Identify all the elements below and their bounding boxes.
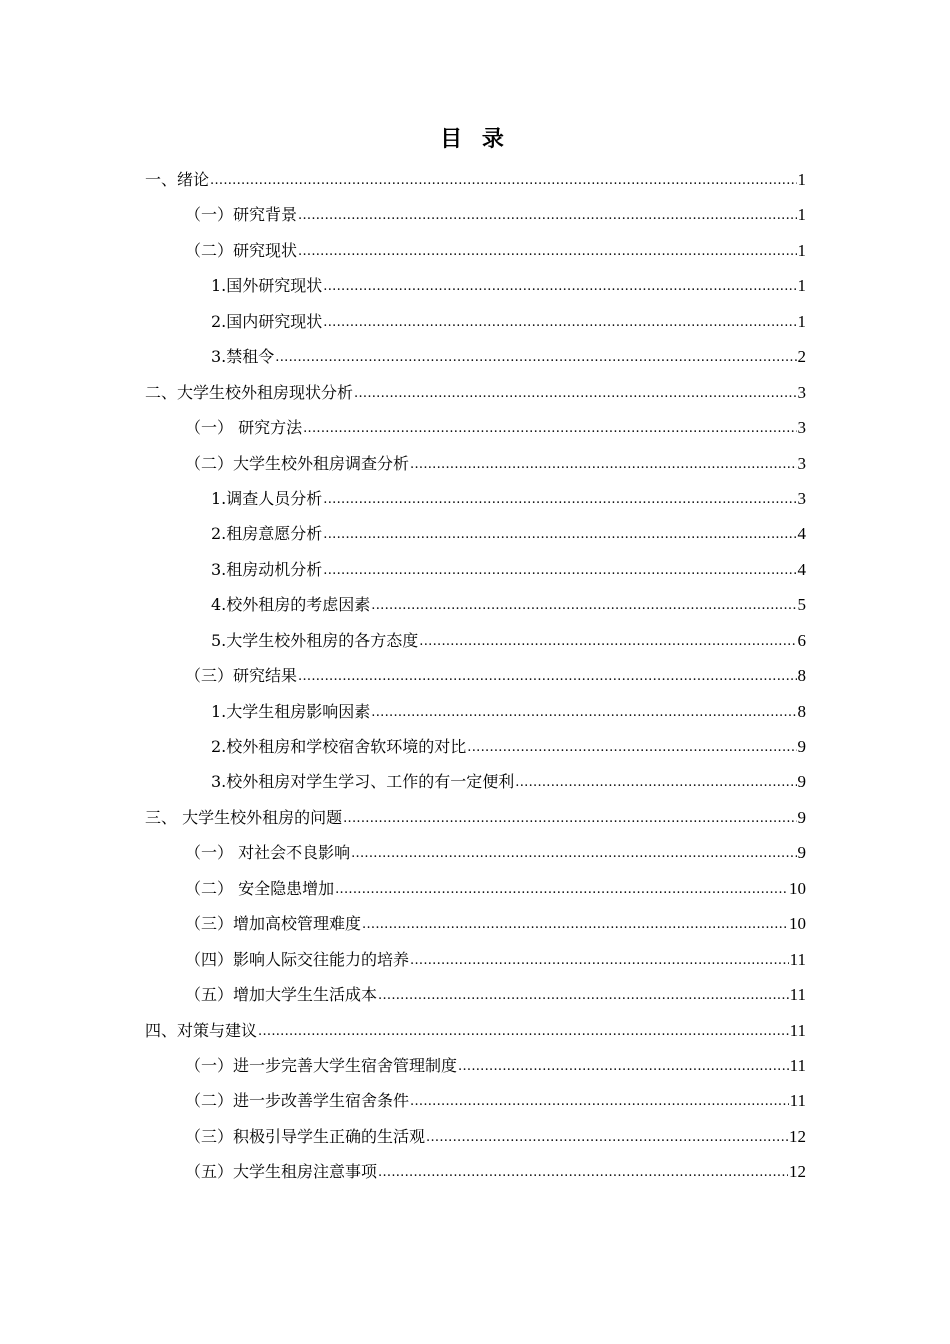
toc-entry-label: 2.租房意愿分析	[211, 524, 323, 544]
toc-entry[interactable]	[145, 233, 806, 268]
dot-leader	[298, 232, 796, 269]
dot-leader	[426, 1118, 788, 1155]
toc-entry[interactable]	[145, 942, 806, 977]
toc-entry-label: （三）研究结果	[185, 666, 298, 686]
dot-leader	[371, 586, 796, 623]
toc-entry[interactable]	[145, 1083, 806, 1118]
dot-leader	[419, 622, 796, 659]
toc-entry-page: 8	[797, 701, 806, 721]
toc-entry-page: 1	[797, 170, 806, 189]
dot-leader	[467, 728, 796, 765]
table-of-contents	[145, 162, 806, 1190]
dot-leader	[275, 338, 796, 375]
toc-entry-label: （二）大学生校外租房调查分析	[185, 453, 410, 473]
toc-entry-label: （五）增加大学生生活成本	[185, 985, 378, 1005]
dot-leader	[210, 161, 796, 198]
toc-entry[interactable]	[145, 197, 806, 232]
toc-entry-label: 一、绪论	[145, 170, 210, 189]
toc-entry-label: 3.租房动机分析	[211, 559, 323, 579]
toc-entry[interactable]	[145, 1013, 806, 1048]
toc-entry[interactable]	[145, 1154, 806, 1189]
toc-entry[interactable]	[145, 623, 806, 658]
toc-entry-label: 1.国外研究现状	[211, 276, 323, 296]
dot-leader	[458, 1047, 789, 1084]
toc-entry-label: （二）研究现状	[185, 240, 298, 260]
toc-entry[interactable]	[145, 764, 806, 799]
dot-leader	[351, 834, 796, 871]
toc-entry-label: （四）影响人际交往能力的培养	[185, 949, 410, 969]
toc-entry-page: 6	[797, 630, 806, 650]
toc-entry-label: （三）积极引导学生正确的生活观	[185, 1126, 426, 1146]
toc-entry[interactable]	[145, 1048, 806, 1083]
toc-entry-label: 5.大学生校外租房的各方态度	[211, 630, 419, 650]
dot-leader	[362, 905, 788, 942]
toc-entry-page: 8	[797, 666, 806, 686]
dot-leader	[343, 799, 796, 836]
dot-leader	[378, 976, 789, 1013]
toc-entry-label: 4.校外租房的考虑因素	[211, 595, 371, 615]
toc-entry[interactable]	[145, 906, 806, 941]
dot-leader	[371, 693, 796, 730]
toc-entry-page: 1	[797, 205, 806, 225]
toc-entry[interactable]	[145, 552, 806, 587]
toc-entry-page: 1	[797, 311, 806, 331]
dot-leader	[298, 657, 796, 694]
toc-entry-page: 3	[797, 488, 806, 508]
toc-entry-page: 4	[797, 524, 806, 544]
toc-entry-label: （一） 研究方法	[185, 418, 303, 438]
toc-entry-label: 3.禁租令	[211, 347, 275, 367]
toc-entry[interactable]	[145, 162, 806, 197]
toc-entry-page: 10	[789, 914, 806, 934]
toc-entry-label: 2.国内研究现状	[211, 311, 323, 331]
toc-entry-page: 11	[789, 1020, 806, 1040]
toc-entry-label: （一） 对社会不良影响	[185, 843, 351, 863]
toc-entry-page: 5	[797, 595, 806, 615]
toc-entry-label: 三、 大学生校外租房的问题	[145, 807, 343, 827]
toc-entry-page: 9	[797, 737, 806, 756]
dot-leader	[335, 870, 788, 907]
toc-entry-label: 二、大学生校外租房现状分析	[145, 382, 354, 402]
toc-entry[interactable]	[145, 304, 806, 339]
toc-entry-page: 11	[789, 1091, 806, 1111]
toc-entry[interactable]	[145, 481, 806, 516]
toc-entry-label: （二）进一步改善学生宿舍条件	[185, 1091, 410, 1111]
toc-entry-label: （一）研究背景	[185, 205, 298, 225]
dot-leader	[258, 1012, 789, 1049]
toc-entry-page: 3	[797, 418, 806, 438]
toc-entry-page: 9	[797, 843, 806, 863]
toc-entry[interactable]	[145, 339, 806, 374]
toc-entry-page: 1	[797, 276, 806, 296]
toc-entry[interactable]	[145, 800, 806, 835]
toc-entry[interactable]	[145, 1119, 806, 1154]
dot-leader	[298, 196, 796, 233]
toc-entry[interactable]	[145, 446, 806, 481]
toc-entry-page: 12	[789, 1126, 806, 1146]
toc-entry-label: （一）进一步完善大学生宿舍管理制度	[185, 1055, 458, 1075]
dot-leader	[354, 374, 796, 411]
toc-entry[interactable]	[145, 871, 806, 906]
dot-leader	[323, 267, 796, 304]
toc-entry-label: （二） 安全隐患增加	[185, 878, 335, 898]
toc-entry[interactable]	[145, 587, 806, 622]
toc-entry-label: 1.大学生租房影响因素	[211, 701, 371, 721]
dot-leader	[323, 551, 796, 588]
toc-entry-page: 11	[789, 949, 806, 969]
dot-leader	[410, 445, 796, 482]
toc-entry-page: 3	[797, 382, 806, 402]
toc-entry-label: 四、对策与建议	[145, 1020, 258, 1040]
toc-entry[interactable]	[145, 410, 806, 445]
toc-title: 目 录	[440, 127, 510, 152]
dot-leader	[515, 763, 796, 800]
toc-entry[interactable]	[145, 977, 806, 1012]
toc-entry-page: 3	[797, 453, 806, 473]
toc-entry-page: 2	[797, 347, 806, 367]
dot-leader	[323, 480, 796, 517]
toc-entry-page: 1	[797, 240, 806, 260]
toc-entry[interactable]	[145, 835, 806, 870]
toc-entry-page: 10	[789, 878, 806, 898]
toc-entry-page: 12	[789, 1162, 806, 1182]
dot-leader	[323, 515, 796, 552]
toc-entry[interactable]	[145, 694, 806, 729]
toc-entry[interactable]	[145, 729, 806, 764]
toc-entry-label: 3.校外租房对学生学习、工作的有一定便利	[211, 772, 515, 792]
toc-entry[interactable]	[145, 658, 806, 693]
toc-entry-page: 11	[789, 985, 806, 1005]
toc-entry[interactable]	[145, 268, 806, 303]
dot-leader	[303, 409, 796, 446]
toc-entry-page: 11	[789, 1055, 806, 1075]
dot-leader	[410, 941, 789, 978]
toc-entry-page: 4	[797, 559, 806, 579]
toc-entry-page: 9	[797, 772, 806, 792]
dot-leader	[378, 1153, 788, 1190]
toc-entry-page: 9	[797, 807, 806, 827]
toc-entry[interactable]	[145, 516, 806, 551]
toc-entry-label: （三）增加高校管理难度	[185, 914, 362, 934]
toc-entry-label: 1.调查人员分析	[211, 488, 323, 508]
toc-entry[interactable]	[145, 375, 806, 410]
dot-leader	[410, 1082, 789, 1119]
toc-entry-label: 2.校外租房和学校宿舍软环境的对比	[211, 737, 467, 756]
dot-leader	[323, 303, 796, 340]
toc-entry-label: （五）大学生租房注意事项	[185, 1162, 378, 1182]
